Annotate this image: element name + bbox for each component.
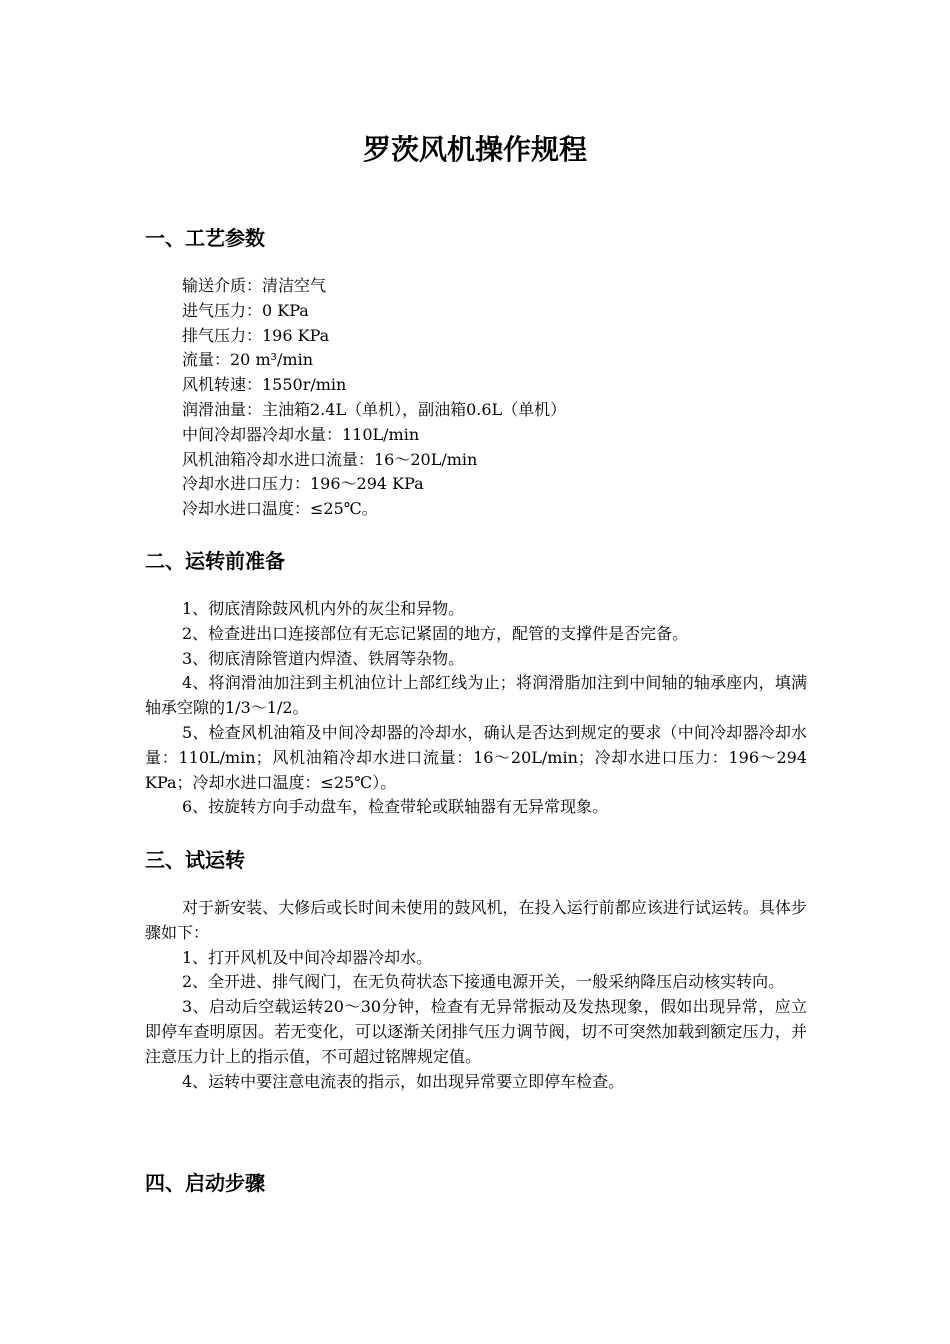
step-paragraph: 1、打开风机及中间冷却器冷却水。: [182, 947, 433, 967]
trial-run-steps: [145, 896, 807, 1094]
process-parameters-list: [145, 274, 807, 522]
param-line: 润滑油量：主油箱2.4L（单机），副油箱0.6L（单机）: [182, 399, 567, 419]
param-line: 冷却水进口压力：196～294 KPa: [182, 474, 424, 494]
section-heading-pre-operation: 二、运转前准备: [145, 549, 285, 573]
param-line: 中间冷却器冷却水量：110L/min: [182, 424, 420, 444]
param-line: 风机油箱冷却水进口流量：16～20L/min: [182, 449, 478, 469]
pre-operation-steps: [145, 597, 807, 820]
step-paragraph: 3、启动后空载运转20～30分钟，检查有无异常振动及发热现象，假如出现异常，应立即停车查明原因。若无变化，可以逐渐关闭排气压力调节阀，切不可突然加载到额定压力，并注意压力计上的指示值，不可超过铭牌规定值。: [145, 997, 807, 1066]
step-paragraph: 1、彻底清除鼓风机内外的灰尘和异物。: [182, 599, 465, 618]
param-line: 进气压力：0 KPa: [182, 300, 309, 320]
step-paragraph: 5、检查风机油箱及中间冷却器的冷却水，确认是否达到规定的要求（中间冷却器冷却水量：110L/min；风机油箱冷却水进口流量：16～20L/min；冷却水进口压力：196～294 KPa；冷却水进口温度：≤25℃）。: [145, 722, 807, 792]
step-paragraph: 6、按旋转方向手动盘车，检查带轮或联轴器有无异常现象。: [182, 797, 609, 817]
step-paragraph: 4、运转中要注意电流表的指示，如出现异常要立即停车检查。: [182, 1071, 625, 1091]
section-heading-trial-run: 三、试运转: [145, 848, 245, 872]
step-paragraph: 2、全开进、排气阀门，在无负荷状态下接通电源开关，一般采纳降压启动核实转向。: [182, 972, 785, 992]
step-paragraph: 对于新安装、大修后或长时间未使用的鼓风机，在投入运行前都应该进行试运转。具体步骤如下：: [145, 898, 807, 942]
step-paragraph: 4、将润滑油加注到主机油位计上部红线为止；将润滑脂加注到中间轴的轴承座内，填满轴承空隙的1/3～1/2。: [145, 673, 807, 718]
step-paragraph: 2、检查进出口连接部位有无忘记紧固的地方，配管的支撑件是否完备。: [182, 623, 689, 643]
param-line: 输送介质：清洁空气: [182, 276, 327, 295]
param-line: 冷却水进口温度：≤25℃。: [182, 499, 378, 519]
section-heading-startup: 四、启动步骤: [145, 1171, 265, 1195]
document-title: 罗茨风机操作规程: [362, 133, 587, 166]
param-line: 风机转速：1550r/min: [182, 375, 347, 395]
section-heading-process-parameters: 一、工艺参数: [145, 226, 265, 250]
step-paragraph: 3、彻底清除管道内焊渣、铁屑等杂物。: [182, 648, 465, 668]
param-line: 流量：20 m³/min: [182, 350, 314, 370]
param-line: 排气压力：196 KPa: [182, 325, 330, 345]
